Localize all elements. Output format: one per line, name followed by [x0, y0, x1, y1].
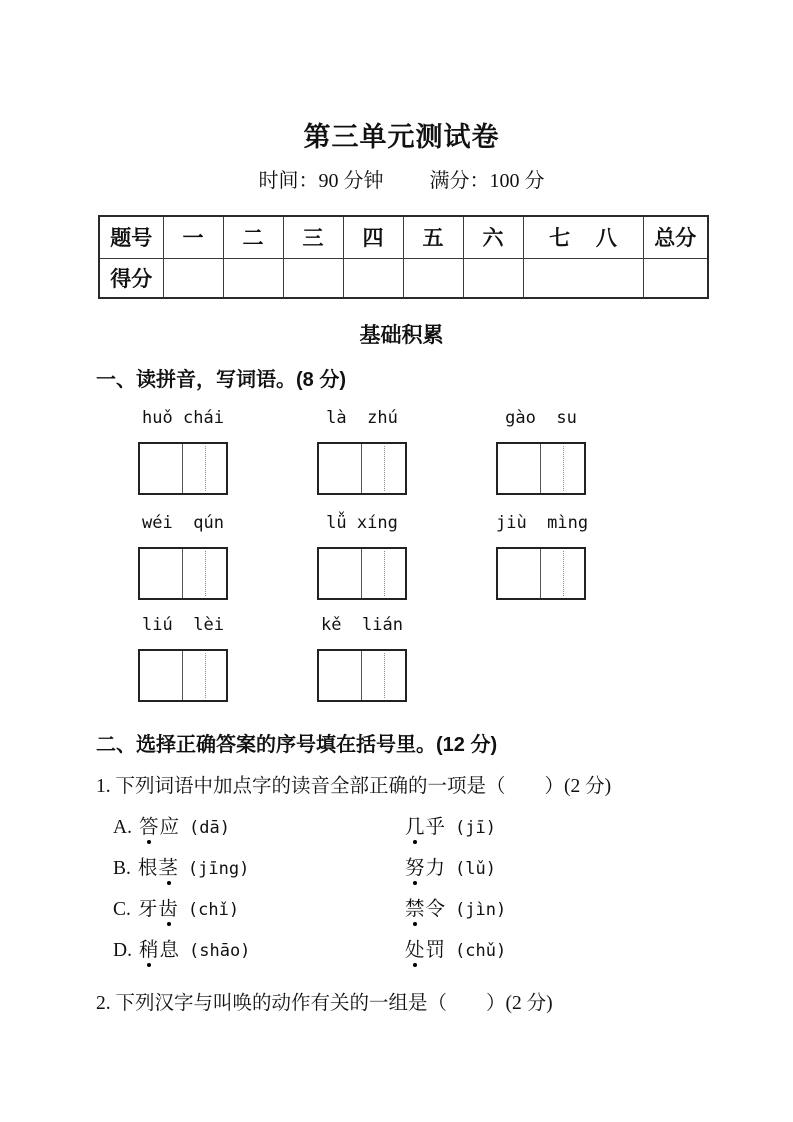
writing-cell [541, 549, 584, 598]
writing-cell [140, 549, 183, 598]
dotted-character: 答 [139, 815, 160, 841]
score-table-header-row [99, 216, 708, 258]
writing-cell [319, 444, 362, 493]
pinyin-word-group [317, 614, 407, 702]
pinyin-word-group [317, 407, 407, 495]
pinyin-row [138, 512, 707, 600]
pinyin-label: là zhú [326, 408, 398, 428]
column-header: 四 [343, 216, 403, 258]
option-word: 处罚 [405, 938, 446, 964]
time-label: 时间：90 分钟 [258, 170, 384, 192]
writing-cell [362, 651, 405, 700]
option-word: 禁令 [405, 897, 446, 923]
option-pinyin: (chǐ) [187, 900, 240, 920]
part-heading: 基础积累 [359, 324, 444, 347]
column-header: 六 [463, 216, 523, 258]
pinyin-label: wéi qún [142, 513, 224, 533]
writing-box [317, 442, 407, 495]
option-word: 牙齿 [138, 897, 179, 923]
full-score-label: 满分：100 分 [429, 170, 545, 192]
score-cell [343, 258, 403, 298]
column-header: 三 [283, 216, 343, 258]
score-table [98, 215, 709, 299]
pinyin-label: kě lián [321, 615, 403, 635]
writing-box [317, 649, 407, 702]
pinyin-row [138, 614, 707, 702]
column-header: 一 [163, 216, 223, 258]
pinyin-word-group [138, 614, 228, 702]
total-header-cell: 总分 [643, 216, 708, 258]
corner-label-cell: 题号 [99, 216, 163, 258]
writing-box [317, 547, 407, 600]
option-pinyin: (dā) [189, 818, 230, 838]
pinyin-row [138, 407, 707, 495]
writing-cell [319, 651, 362, 700]
question-2-text: 2. 下列汉字与叫唤的动作有关的一组是（ ）(2 分) [96, 993, 553, 1014]
writing-cell [498, 444, 541, 493]
option-row-c [96, 897, 707, 923]
score-row-label-cell: 得分 [99, 258, 163, 298]
option-pinyin: (lǔ) [455, 859, 496, 879]
option-word: 几乎 [405, 815, 446, 841]
column-header: 二 [223, 216, 283, 258]
score-cell [403, 258, 463, 298]
column-header: 八 [595, 227, 617, 251]
option-row-a [96, 815, 707, 841]
option-label: D. [113, 940, 132, 961]
pinyin-word-group [496, 407, 586, 495]
section1-title: 一、读拼音，写词语。(8 分) [96, 369, 346, 391]
option-word: 稍息 [139, 938, 180, 964]
dotted-character: 努 [405, 856, 426, 882]
section2-title: 二、选择正确答案的序号填在括号里。(12 分) [96, 734, 498, 756]
writing-box [138, 547, 228, 600]
writing-cell [140, 444, 183, 493]
pinyin-word-group [317, 512, 407, 600]
dotted-character: 处 [405, 938, 426, 964]
pinyin-word-group [496, 512, 589, 600]
writing-box [496, 547, 586, 600]
score-cell [163, 258, 223, 298]
pinyin-word-group [138, 407, 228, 495]
writing-cell [183, 444, 226, 493]
exam-info-line [96, 169, 707, 193]
writing-box [138, 649, 228, 702]
score-cell [463, 258, 523, 298]
column-header: 七 [549, 227, 571, 251]
pinyin-label: gào su [505, 408, 577, 428]
dotted-character: 茎 [158, 856, 179, 882]
score-cell [523, 258, 643, 298]
option-label: B. [113, 858, 131, 879]
dotted-character: 齿 [158, 897, 179, 923]
writing-cell [541, 444, 584, 493]
column-header: 五 [403, 216, 463, 258]
option-row-d [96, 938, 707, 964]
pinyin-label: huǒ chái [142, 408, 224, 428]
writing-box [496, 442, 586, 495]
option-label: C. [113, 899, 131, 920]
score-cell [643, 258, 708, 298]
writing-cell [362, 549, 405, 598]
option-pinyin: (jìn) [455, 900, 507, 920]
score-cell [223, 258, 283, 298]
option-pinyin: (jīng) [187, 859, 250, 879]
pinyin-label: lǚ xíng [326, 513, 398, 533]
score-cell [283, 258, 343, 298]
option-pinyin: (chǔ) [455, 941, 507, 961]
writing-cell [319, 549, 362, 598]
option-pinyin: (jī) [455, 818, 496, 838]
dotted-character: 稍 [139, 938, 160, 964]
option-row-b [96, 856, 707, 882]
writing-cell [498, 549, 541, 598]
writing-cell [140, 651, 183, 700]
option-pinyin: (shāo) [189, 941, 251, 961]
writing-cell [183, 651, 226, 700]
score-table-score-row [99, 258, 708, 298]
page-title: 第三单元测试卷 [303, 122, 500, 152]
writing-cell [183, 549, 226, 598]
option-label: A. [113, 817, 132, 838]
pinyin-word-group [138, 512, 228, 600]
writing-cell [362, 444, 405, 493]
dotted-character: 几 [405, 815, 426, 841]
option-word: 根茎 [138, 856, 179, 882]
dotted-character: 禁 [405, 897, 426, 923]
writing-box [138, 442, 228, 495]
option-word: 努力 [405, 856, 446, 882]
merged-column-header [523, 216, 643, 258]
pinyin-label: jiù mìng [496, 513, 589, 533]
option-word: 答应 [139, 815, 180, 841]
pinyin-label: liú lèi [142, 615, 224, 635]
question-1-text: 1. 下列词语中加点字的读音全部正确的一项是（ ）(2 分) [96, 776, 612, 797]
